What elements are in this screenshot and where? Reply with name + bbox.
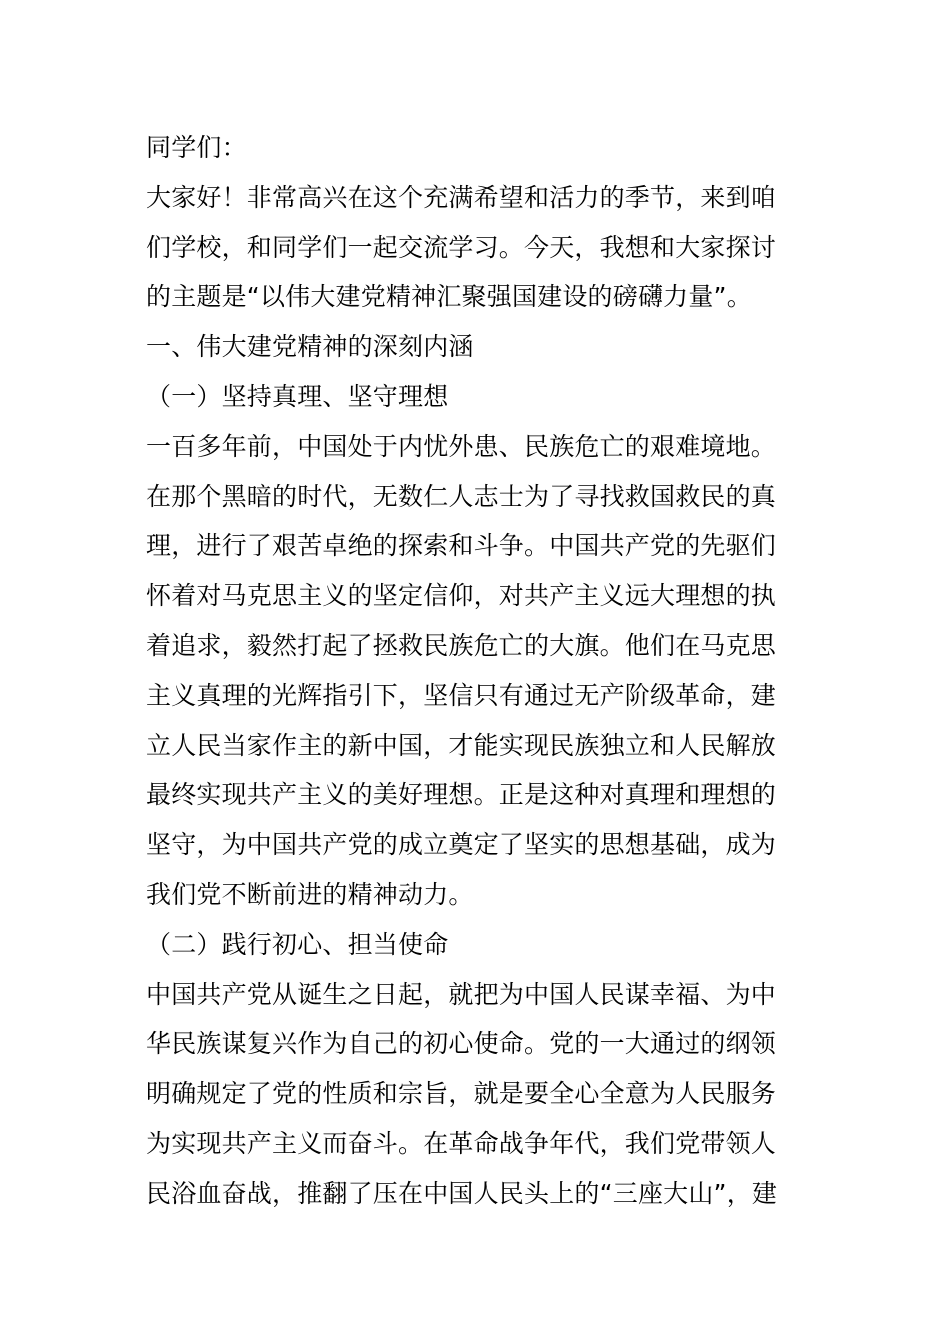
greeting: 同学们： [146, 133, 247, 162]
paragraph-line: 们学校，和同学们一起交流学习。今天，我想和大家探讨 [146, 232, 777, 262]
paragraph-line: 着追求，毅然打起了拯救民族危亡的大旗。他们在马克思 [146, 630, 777, 660]
paragraph-line: 为实现共产主义而奋斗。在革命战争年代，我们党带领人 [146, 1128, 777, 1158]
paragraph-line: 明确规定了党的性质和宗旨，就是要全心全意为人民服务 [146, 1079, 777, 1109]
paragraph-line: 我们党不断前进的精神动力。 [146, 879, 474, 909]
subsection-heading: （一）坚持真理、坚守理想 [146, 381, 449, 411]
section-heading: 一、伟大建党精神的深刻内涵 [146, 332, 474, 362]
document-body [146, 123, 826, 1219]
paragraph-line: 怀着对马克思主义的坚定信仰，对共产主义远大理想的执 [146, 581, 777, 611]
paragraph-line: 一百多年前，中国处于内忧外患、民族危亡的艰难境地。 [146, 431, 777, 461]
paragraph-line: 主义真理的光辉指引下，坚信只有通过无产阶级革命，建 [146, 680, 777, 710]
paragraph-line: 理，进行了艰苦卓绝的探索和斗争。中国共产党的先驱们 [146, 531, 777, 561]
paragraph-line: 的主题是“以伟大建党精神汇聚强国建设的磅礴力量”。 [146, 282, 752, 312]
paragraph-line: 最终实现共产主义的美好理想。正是这种对真理和理想的 [146, 780, 777, 810]
paragraph-line: 华民族谋复兴作为自己的初心使命。党的一大通过的纲领 [146, 1029, 777, 1059]
paragraph-line: 中国共产党从诞生之日起，就把为中国人民谋幸福、为中 [146, 979, 777, 1009]
paragraph-line: 立人民当家作主的新中国，才能实现民族独立和人民解放 [146, 730, 777, 760]
paragraph-line: 坚守，为中国共产党的成立奠定了坚实的思想基础，成为 [146, 830, 777, 860]
paragraph-line: 在那个黑暗的时代，无数仁人志士为了寻找救国救民的真 [146, 481, 777, 511]
paragraph-line: 民浴血奋战，推翻了压在中国人民头上的“三座大山”，建 [146, 1178, 778, 1208]
paragraph-line: 大家好！非常高兴在这个充满希望和活力的季节，来到咱 [146, 182, 777, 212]
subsection-heading: （二）践行初心、担当使命 [146, 929, 449, 959]
